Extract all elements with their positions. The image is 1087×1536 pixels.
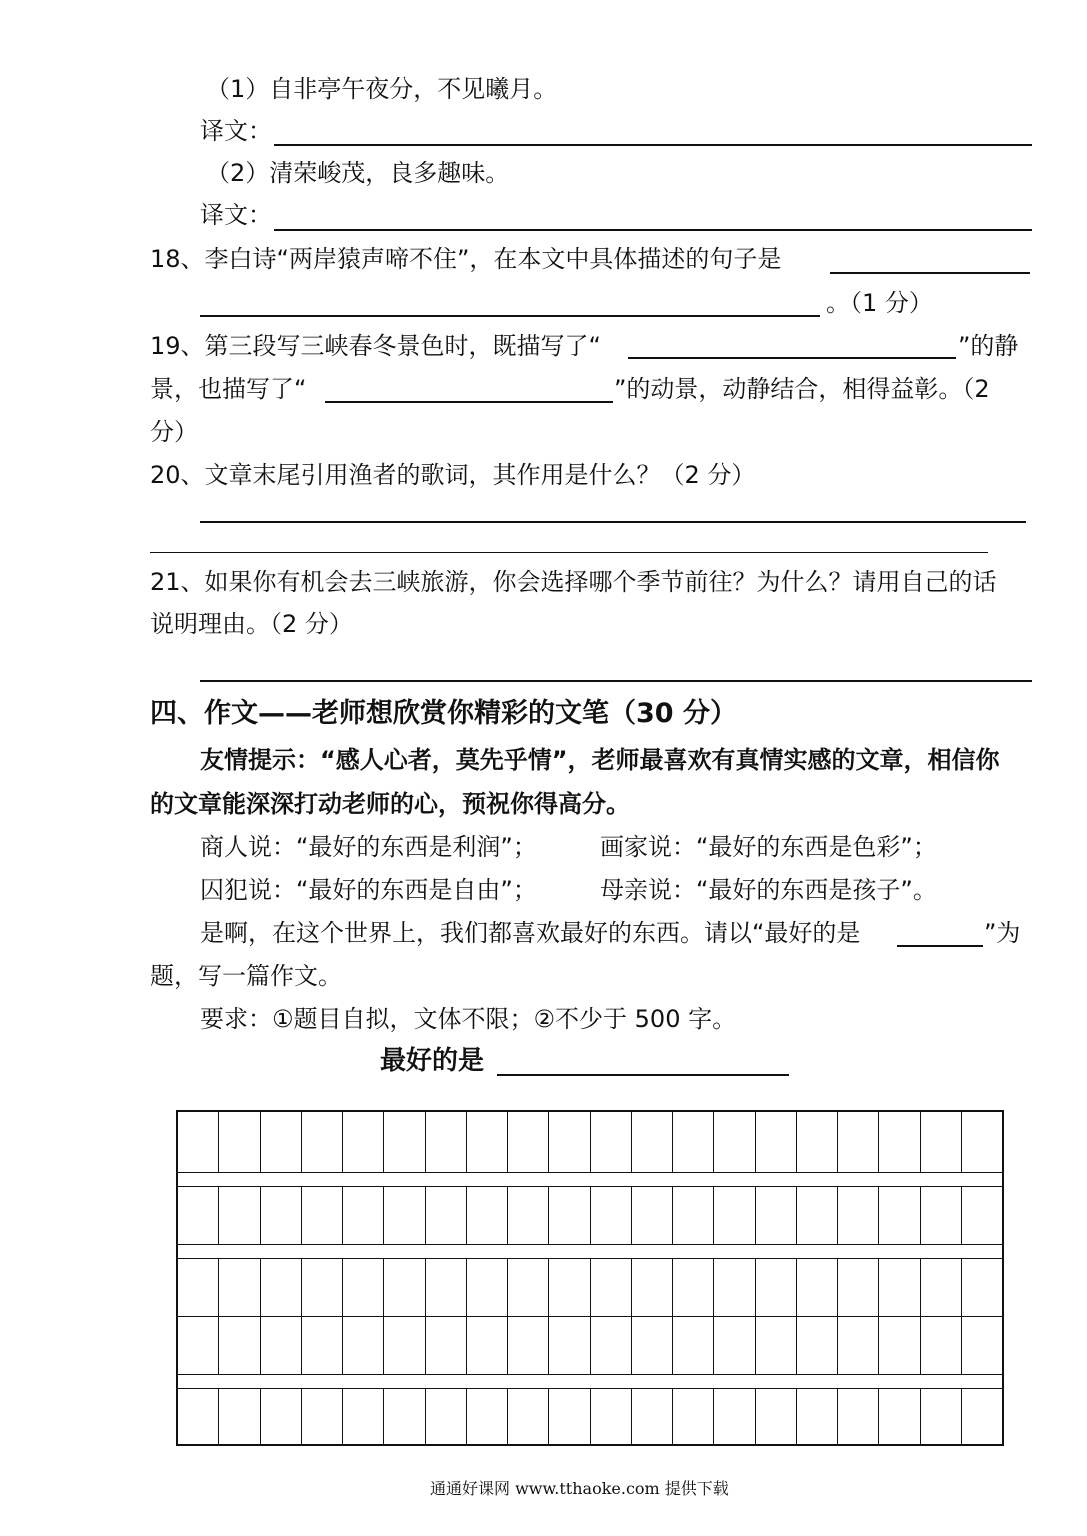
grid-cell[interactable] (756, 1316, 797, 1374)
grid-cell[interactable] (591, 1186, 632, 1244)
grid-cell[interactable] (714, 1258, 755, 1316)
grid-cell[interactable] (549, 1388, 590, 1446)
grid-cell[interactable] (261, 1112, 302, 1172)
grid-cell[interactable] (756, 1112, 797, 1172)
q19-blank-1[interactable] (628, 357, 956, 359)
grid-cell[interactable] (467, 1112, 508, 1172)
grid-cell[interactable] (219, 1186, 260, 1244)
essay-prompt-line1-end: ”为 (984, 919, 1021, 947)
grid-cell[interactable] (261, 1316, 302, 1374)
grid-cell[interactable] (797, 1112, 838, 1172)
grid-cell[interactable] (467, 1316, 508, 1374)
q19-line2-b: ”的动景，动静结合，相得益彰。（2 (614, 375, 990, 403)
q20-answer-line-2[interactable] (150, 552, 988, 553)
essay-requirement: 要求：①题目自拟，文体不限；②不少于 500 字。 (200, 1005, 737, 1033)
grid-cell[interactable] (714, 1388, 755, 1446)
q17-item1-answer-line[interactable] (274, 144, 1032, 146)
grid-cell[interactable] (921, 1186, 962, 1244)
q20-answer-line-1[interactable] (200, 521, 1026, 523)
grid-gap-line (178, 1172, 1002, 1173)
q20-text: 20、文章末尾引用渔者的歌词，其作用是什么？（2 分） (150, 461, 756, 489)
grid-cell[interactable] (632, 1316, 673, 1374)
grid-cell[interactable] (343, 1258, 384, 1316)
grid-cell[interactable] (467, 1258, 508, 1316)
q19-line2-a: 景，也描写了“ (150, 375, 307, 403)
essay-quote-prisoner: 囚犯说：“最好的东西是自由”； (200, 876, 537, 904)
grid-cell[interactable] (549, 1186, 590, 1244)
grid-cell[interactable] (632, 1186, 673, 1244)
grid-cell[interactable] (343, 1186, 384, 1244)
grid-cell[interactable] (962, 1186, 1002, 1244)
q17-item2-label: 译文： (200, 201, 272, 229)
grid-cell[interactable] (673, 1258, 714, 1316)
writing-grid[interactable] (176, 1110, 1004, 1446)
footer-text: 通通好课网 www.tthaoke.com 提供下载 (430, 1479, 729, 1498)
grid-cell[interactable] (508, 1316, 549, 1374)
grid-cell[interactable] (962, 1112, 1002, 1172)
essay-prompt-line1: 是啊，在这个世界上，我们都喜欢最好的东西。请以“最好的是 (200, 919, 861, 947)
essay-tip-line1: 友情提示：“感人心者，莫先乎情”，老师最喜欢有真情实感的文章，相信你 (200, 746, 1000, 774)
grid-cell[interactable] (756, 1388, 797, 1446)
grid-cell[interactable] (549, 1258, 590, 1316)
q19-blank-2[interactable] (325, 401, 613, 403)
grid-cell[interactable] (384, 1186, 425, 1244)
q19-line3: 分） (150, 418, 198, 446)
essay-quote-merchant: 商人说：“最好的东西是利润”； (200, 833, 537, 861)
essay-quote-painter: 画家说：“最好的东西是色彩”； (600, 833, 937, 861)
essay-quote-mother: 母亲说：“最好的东西是孩子”。 (600, 876, 937, 904)
grid-cell[interactable] (879, 1112, 920, 1172)
grid-cell[interactable] (921, 1388, 962, 1446)
grid-cell[interactable] (302, 1258, 343, 1316)
grid-cell[interactable] (673, 1112, 714, 1172)
grid-cell[interactable] (508, 1258, 549, 1316)
essay-heading: 四、作文——老师想欣赏你精彩的文笔（30 分） (150, 698, 737, 729)
grid-cell[interactable] (591, 1258, 632, 1316)
grid-row (178, 1112, 1002, 1172)
grid-row (178, 1258, 1002, 1316)
grid-cell[interactable] (219, 1112, 260, 1172)
grid-cell[interactable] (467, 1186, 508, 1244)
q17-item2-answer-line[interactable] (274, 229, 1032, 231)
grid-cell[interactable] (302, 1316, 343, 1374)
grid-cell[interactable] (838, 1258, 879, 1316)
grid-cell[interactable] (921, 1258, 962, 1316)
grid-cell[interactable] (302, 1388, 343, 1446)
essay-prompt-line2: 题，写一篇作文。 (150, 962, 342, 990)
grid-cell[interactable] (838, 1388, 879, 1446)
grid-cell[interactable] (632, 1258, 673, 1316)
grid-cell[interactable] (384, 1258, 425, 1316)
grid-cell[interactable] (302, 1186, 343, 1244)
grid-cell[interactable] (797, 1316, 838, 1374)
q21-answer-line[interactable] (200, 680, 1032, 682)
grid-cell[interactable] (219, 1388, 260, 1446)
grid-cell[interactable] (921, 1316, 962, 1374)
grid-cell[interactable] (508, 1186, 549, 1244)
grid-cell[interactable] (219, 1258, 260, 1316)
grid-cell[interactable] (343, 1316, 384, 1374)
grid-cell[interactable] (549, 1316, 590, 1374)
essay-title-label: 最好的是 (380, 1046, 485, 1076)
q18-answer-line-1[interactable] (830, 272, 1030, 274)
grid-cell[interactable] (838, 1112, 879, 1172)
grid-row (178, 1186, 1002, 1244)
grid-cell[interactable] (343, 1388, 384, 1446)
grid-cell[interactable] (261, 1186, 302, 1244)
grid-cell[interactable] (632, 1112, 673, 1172)
grid-cell[interactable] (962, 1258, 1002, 1316)
grid-cell[interactable] (261, 1258, 302, 1316)
grid-row (178, 1316, 1002, 1374)
grid-cell[interactable] (632, 1388, 673, 1446)
grid-cell[interactable] (921, 1112, 962, 1172)
grid-cell[interactable] (797, 1388, 838, 1446)
grid-cell[interactable] (673, 1388, 714, 1446)
grid-gap-line (178, 1374, 1002, 1375)
essay-prompt-blank[interactable] (897, 945, 983, 947)
q18-answer-line-2[interactable] (200, 315, 820, 317)
essay-title-blank[interactable] (497, 1074, 789, 1076)
grid-cell[interactable] (508, 1112, 549, 1172)
grid-cell[interactable] (178, 1258, 219, 1316)
q19-line1-b: ”的静 (958, 332, 1019, 360)
grid-cell[interactable] (838, 1316, 879, 1374)
grid-cell[interactable] (467, 1388, 508, 1446)
grid-cell[interactable] (261, 1388, 302, 1446)
grid-cell[interactable] (591, 1112, 632, 1172)
grid-cell[interactable] (673, 1316, 714, 1374)
essay-tip-line2: 的文章能深深打动老师的心，预祝你得高分。 (150, 790, 630, 818)
grid-cell[interactable] (302, 1112, 343, 1172)
q21-line1: 21、如果你有机会去三峡旅游，你会选择哪个季节前往？为什么？请用自己的话 (150, 568, 997, 596)
grid-cell[interactable] (178, 1316, 219, 1374)
grid-cell[interactable] (426, 1112, 467, 1172)
q19-line1-a: 19、第三段写三峡春冬景色时，既描写了“ (150, 332, 601, 360)
grid-row (178, 1388, 1002, 1446)
grid-cell[interactable] (879, 1316, 920, 1374)
grid-cell[interactable] (879, 1258, 920, 1316)
grid-cell[interactable] (756, 1258, 797, 1316)
grid-cell[interactable] (714, 1186, 755, 1244)
grid-cell[interactable] (962, 1316, 1002, 1374)
q17-item1: （1）自非亭午夜分，不见曦月。 (206, 75, 558, 103)
grid-cell[interactable] (384, 1316, 425, 1374)
grid-cell[interactable] (591, 1316, 632, 1374)
grid-cell[interactable] (962, 1388, 1002, 1446)
q18-tail: 。（1 分） (826, 289, 933, 317)
grid-cell[interactable] (426, 1388, 467, 1446)
grid-cell[interactable] (178, 1186, 219, 1244)
grid-cell[interactable] (384, 1112, 425, 1172)
grid-cell[interactable] (838, 1186, 879, 1244)
grid-cell[interactable] (508, 1388, 549, 1446)
grid-cell[interactable] (673, 1186, 714, 1244)
q17-item2: （2）清荣峻茂，良多趣味。 (206, 159, 510, 187)
grid-cell[interactable] (714, 1112, 755, 1172)
grid-cell[interactable] (797, 1186, 838, 1244)
grid-cell[interactable] (797, 1258, 838, 1316)
grid-cell[interactable] (714, 1316, 755, 1374)
grid-cell[interactable] (219, 1316, 260, 1374)
grid-gap-line (178, 1244, 1002, 1245)
q18-text: 18、李白诗“两岸猿声啼不住”，在本文中具体描述的句子是 (150, 245, 782, 273)
grid-cell[interactable] (426, 1258, 467, 1316)
grid-cell[interactable] (756, 1186, 797, 1244)
grid-cell[interactable] (426, 1186, 467, 1244)
q17-item1-label: 译文： (200, 117, 272, 145)
q21-line2: 说明理由。（2 分） (150, 610, 353, 638)
grid-cell[interactable] (879, 1186, 920, 1244)
grid-cell[interactable] (879, 1388, 920, 1446)
grid-cell[interactable] (549, 1112, 590, 1172)
grid-cell[interactable] (178, 1388, 219, 1446)
grid-cell[interactable] (343, 1112, 384, 1172)
grid-cell[interactable] (426, 1316, 467, 1374)
grid-cell[interactable] (178, 1112, 219, 1172)
grid-cell[interactable] (591, 1388, 632, 1446)
grid-cell[interactable] (384, 1388, 425, 1446)
